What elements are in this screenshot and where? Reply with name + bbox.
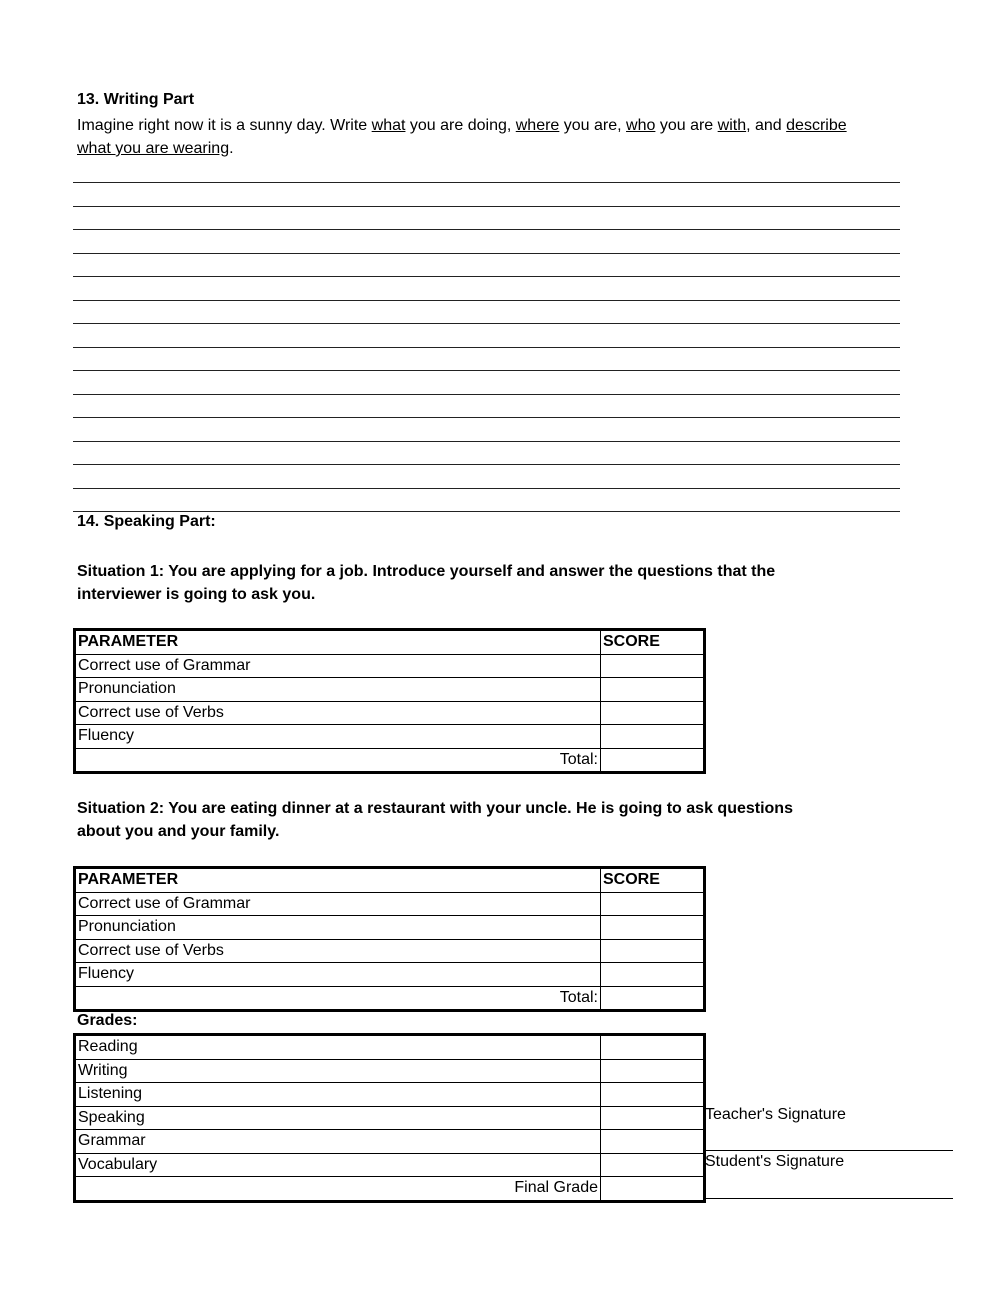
writing-prompt xyxy=(77,114,907,160)
writing-line[interactable] xyxy=(73,464,900,465)
writing-line[interactable] xyxy=(73,347,900,348)
parameter-cell: Correct use of Grammar xyxy=(75,654,601,678)
score-cell[interactable] xyxy=(601,916,705,940)
situation2-line: about you and your family. xyxy=(77,823,280,840)
prompt-text: you are doing, xyxy=(405,117,516,134)
situation2-text xyxy=(77,797,793,843)
grades-heading: Grades: xyxy=(77,1012,138,1029)
total-cell[interactable] xyxy=(601,748,705,773)
parameter-cell: Fluency xyxy=(75,963,601,987)
writing-line[interactable] xyxy=(73,394,900,395)
final-grade-cell[interactable] xyxy=(601,1177,705,1202)
situation1-text xyxy=(77,560,775,606)
writing-line[interactable] xyxy=(73,300,900,301)
grade-label: Vocabulary xyxy=(75,1153,601,1177)
situation2-line: Situation 2: You are eating dinner at a restaurant with your uncle. He is going to ask questions xyxy=(77,800,793,817)
grades-table xyxy=(73,1033,706,1203)
score-cell[interactable] xyxy=(601,678,705,702)
prompt-text: , and xyxy=(746,117,787,134)
grade-label: Listening xyxy=(75,1083,601,1107)
score-cell[interactable] xyxy=(601,939,705,963)
parameter-header: PARAMETER xyxy=(75,630,601,655)
grade-cell[interactable] xyxy=(601,1106,705,1130)
teacher-signature-label: Teacher's Signature xyxy=(705,1106,846,1123)
writing-line[interactable] xyxy=(73,276,900,277)
writing-line[interactable] xyxy=(73,182,900,183)
grade-label: Writing xyxy=(75,1059,601,1083)
student-signature-label: Student's Signature xyxy=(705,1153,845,1170)
score-header: SCORE xyxy=(601,868,705,893)
writing-heading: 13. Writing Part xyxy=(77,91,195,108)
score-cell[interactable] xyxy=(601,892,705,916)
parameter-cell: Pronunciation xyxy=(75,916,601,940)
score-cell[interactable] xyxy=(601,654,705,678)
prompt-what: what xyxy=(371,117,406,134)
grade-cell[interactable] xyxy=(601,1130,705,1154)
score-cell[interactable] xyxy=(601,725,705,749)
prompt-who: who xyxy=(626,117,656,134)
prompt-wearing: what you are wearing xyxy=(77,140,230,157)
situation1-line: Situation 1: You are applying for a job. Introduce yourself and answer the questions that the xyxy=(77,563,776,580)
total-cell[interactable] xyxy=(601,986,705,1011)
speaking-heading: 14. Speaking Part: xyxy=(77,513,216,530)
prompt-text: you are, xyxy=(559,117,627,134)
total-label: Total: xyxy=(75,986,601,1011)
grade-cell[interactable] xyxy=(601,1153,705,1177)
prompt-text: Imagine right now it is a sunny day. Write xyxy=(77,117,372,134)
writing-line[interactable] xyxy=(73,441,900,442)
prompt-text: . xyxy=(229,140,234,157)
writing-line[interactable] xyxy=(73,417,900,418)
situation1-score-table xyxy=(73,628,706,774)
grade-label: Grammar xyxy=(75,1130,601,1154)
parameter-header: PARAMETER xyxy=(75,868,601,893)
prompt-where: where xyxy=(515,117,560,134)
total-label: Total: xyxy=(75,748,601,773)
grade-cell[interactable] xyxy=(601,1059,705,1083)
grade-cell[interactable] xyxy=(601,1035,705,1060)
writing-line[interactable] xyxy=(73,229,900,230)
writing-line[interactable] xyxy=(73,488,900,489)
writing-line[interactable] xyxy=(73,206,900,207)
writing-line[interactable] xyxy=(73,511,900,512)
teacher-signature-line[interactable] xyxy=(703,1150,953,1151)
score-cell[interactable] xyxy=(601,701,705,725)
score-cell[interactable] xyxy=(601,963,705,987)
grade-label: Reading xyxy=(75,1035,601,1060)
writing-line[interactable] xyxy=(73,253,900,254)
situation2-score-table xyxy=(73,866,706,1012)
situation1-line: interviewer is going to ask you. xyxy=(77,586,316,603)
prompt-text: you are xyxy=(655,117,718,134)
parameter-cell: Correct use of Grammar xyxy=(75,892,601,916)
prompt-describe: describe xyxy=(786,117,847,134)
grade-label: Speaking xyxy=(75,1106,601,1130)
score-header: SCORE xyxy=(601,630,705,655)
grade-cell[interactable] xyxy=(601,1083,705,1107)
parameter-cell: Fluency xyxy=(75,725,601,749)
parameter-cell: Pronunciation xyxy=(75,678,601,702)
writing-line[interactable] xyxy=(73,323,900,324)
parameter-cell: Correct use of Verbs xyxy=(75,701,601,725)
parameter-cell: Correct use of Verbs xyxy=(75,939,601,963)
prompt-with: with xyxy=(717,117,747,134)
final-grade-label: Final Grade xyxy=(75,1177,601,1202)
writing-line[interactable] xyxy=(73,370,900,371)
student-signature-line[interactable] xyxy=(703,1198,953,1199)
